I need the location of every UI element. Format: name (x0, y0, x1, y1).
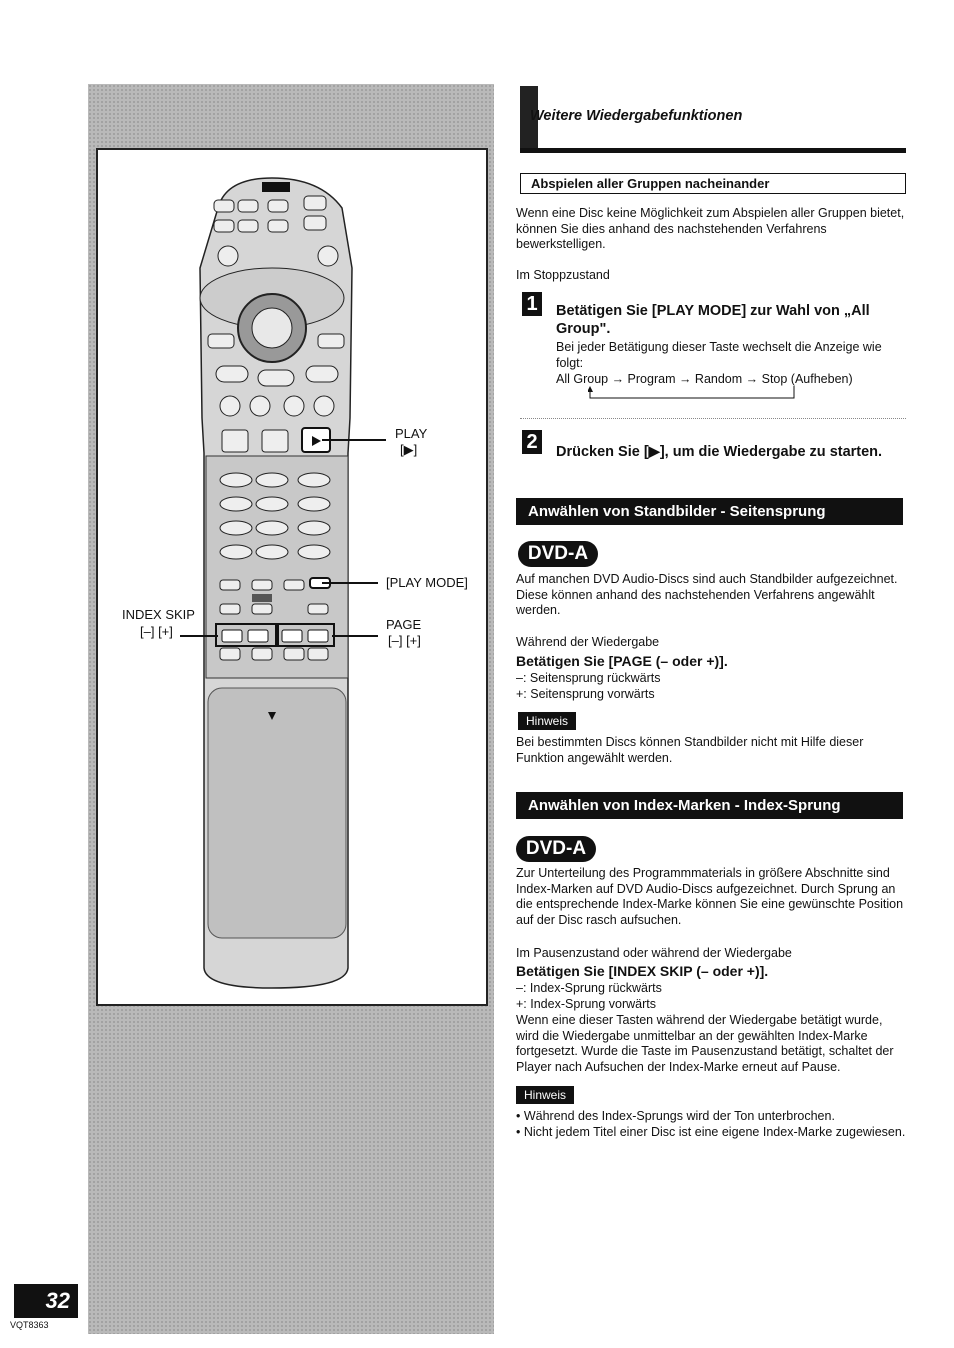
section3-banner: Anwählen von Index-Marken - Index-Sprung (516, 792, 903, 819)
index-skip-label: INDEX SKIP (122, 607, 195, 622)
document-code: VQT8363 (10, 1320, 49, 1330)
section3-condition: Im Pausenzustand oder während der Wiedergabe (516, 946, 792, 960)
section2-banner: Anwählen von Standbilder - Seitensprung (516, 498, 903, 525)
section3-note-label: Hinweis (516, 1086, 574, 1104)
play-label: PLAY (395, 426, 428, 441)
header-rule (520, 148, 906, 153)
play-symbol-label: [▶] (400, 442, 418, 457)
step1-number: 1 (522, 292, 542, 316)
section3-dvda-badge: DVD-A (516, 836, 596, 862)
page-keys-label: [–] [+] (388, 633, 421, 648)
step2-number: 2 (522, 430, 542, 454)
section2-plus: +: Seitensprung vorwärts (516, 687, 655, 701)
step1-text: Bei jeder Betätigung dieser Taste wechselt die Anzeige wie folgt: (556, 340, 882, 370)
divider (520, 418, 906, 419)
index-skip-keys-label: [–] [+] (140, 624, 173, 639)
section3-plus: +: Index-Sprung vorwärts (516, 997, 656, 1011)
step1-heading: Betätigen Sie [PLAY MODE] zur Wahl von „All Group". (556, 303, 870, 337)
section2-minus: –: Seitensprung rückwärts (516, 671, 661, 685)
section2-intro: Auf manchen DVD Audio-Discs sind auch Standbilder aufgezeichnet. Diese können anhand des nachstehenden Verfahrens angewählt werden. (516, 572, 898, 617)
play-mode-label: [PLAY MODE] (386, 575, 468, 590)
step2-heading: Drücken Sie [▶], um die Wiedergabe zu starten. (556, 444, 883, 460)
section3-note-2-text: Nicht jedem Titel einer Disc ist eine eigene Index-Marke zugewiesen. (523, 1125, 906, 1139)
section2-condition: Während der Wiedergabe (516, 635, 660, 649)
section3-note-2: • Nicht jedem Titel einer Disc ist eine eigene Index-Marke zugewiesen. (516, 1125, 906, 1139)
page-title: Weitere Wiedergabefunktionen (530, 108, 743, 124)
sequence-loop-arrow (588, 386, 798, 402)
page-number: 32 (14, 1284, 78, 1318)
section1-intro: Wenn eine Disc keine Möglichkeit zum Abspielen aller Gruppen bietet, können Sie dies anhand des nachstehenden Verfahrens bewerkstelligen. (516, 206, 905, 251)
section3-note-1-text: Während des Index-Sprungs wird der Ton unterbrochen. (523, 1109, 835, 1123)
page-label: PAGE (386, 617, 422, 632)
section2-note: Bei bestimmten Discs können Standbilder nicht mit Hilfe dieser Funktion angewählt werden. (516, 735, 864, 765)
section3-note-1: • Während des Index-Sprungs wird der Ton unterbrochen. (516, 1109, 835, 1123)
section2-heading: Betätigen Sie [PAGE (– oder +)]. (516, 653, 728, 669)
section3-minus: –: Index-Sprung rückwärts (516, 981, 662, 995)
section1-title: Abspielen aller Gruppen nacheinander (520, 173, 906, 194)
section3-body: Wenn eine dieser Tasten während der Wiedergabe betätigt wurde, wird die Wiedergabe unmittelbar an der gewählten Index-Marke fortgesetzt. Wurde die Taste im Pausenzustand betätigt, schaltet der Player nach Aufsuchen der Index-Marke erneut auf Pause. (516, 1013, 894, 1074)
section3-heading: Betätigen Sie [INDEX SKIP (– oder +)]. (516, 963, 769, 979)
section2-note-label: Hinweis (518, 712, 576, 730)
section3-intro: Zur Unterteilung des Programmmaterials in größere Abschnitte sind Index-Marken auf DVD Audio-Discs aufgezeichnet. Durch Sprung an die entsprechende Index-Marke können Sie eine gewünschte Position auf der Disc rasch aufsuchen. (516, 866, 904, 927)
step1-sequence: All Group → Program → Random → Stop (Aufheben) (556, 372, 853, 386)
section1-condition: Im Stoppzustand (516, 268, 610, 282)
section2-dvda-badge: DVD-A (518, 541, 598, 567)
